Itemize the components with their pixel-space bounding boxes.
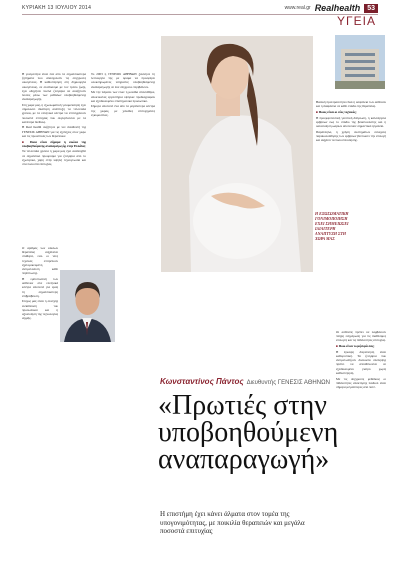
article-column-1-continued (22, 246, 58, 322)
author-role: Διευθυντής ΓΕΝΕΣΙΣ ΑΘΗΝΩΝ (246, 380, 330, 386)
article-subheading: ■ Ποιο είναι το μήνυμά σας; (336, 344, 386, 348)
article-paragraph: Η έγκαιρη διερεύνηση είναι καθοριστική. Τα ζευγάρια που αντιμετωπίζουν δυσκολία σύλληψης πρέπει να απευθύνονται σε εξειδικευμένο γιατρό χωρίς καθυστέρηση. (336, 349, 386, 375)
article-subheading: ■ Ποια είναι σήμερα η εικόνα της υποβοηθούμενης αναπαραγωγής στην Ελλάδα; (22, 140, 86, 148)
article-paragraph: Τα τελευταία χρόνια η χώρα μας έχει αναδειχθεί σε σημαντικό προορισμό για ζευγάρια από το εξωτερικό, χάρη στην υψηλή τεχνογνωσία και στα ποσοστά επιτυχίας. (22, 149, 86, 167)
article-column-1 (22, 72, 86, 168)
article-paragraph: Οι ασθενείς πρέπει να λαμβάνουν πλήρη ενημέρωση για τις διαθέσιμες επιλογές και τις πιθανότητες επιτυχίας. (336, 330, 386, 343)
section-title: ΥΓΕΙΑ (337, 14, 376, 28)
article-paragraph: Η Real health συζήτησε με τον διευθυντή της ΓΕΝΕΣΙΣ ΑΘΗΝΩΝ για τις εξελίξεις στον χώρο και τις προοπτικές των θεραπειών. (22, 125, 86, 138)
article-paragraph: Με τις σύγχρονες μεθόδους οι πιθανότητες απόκτησης παιδιού είναι σήμερα μεγαλύτερες από ποτέ. (336, 376, 386, 389)
clinic-building-photo (335, 35, 385, 89)
pregnant-woman-photo (161, 36, 313, 272)
article-subheading: ■ Ποιες είναι οι νέες τεχνικές; (316, 110, 386, 114)
header-divider (22, 14, 378, 15)
article-paragraph: Με την πάροδο των ετών η μονάδα επεκτάθηκε, αποκτώντας εργαστήρια υψηλών προδιαγραφών και εξειδικευμένο επιστημονικό προσωπικό. (91, 90, 155, 103)
brand-logo: Realhealth (314, 3, 361, 13)
headline-subtitle: Η επιστήμη έχει κάνει άλματα στον τομέα της υπογονιμότητας, με ποικιλία θεραπειών και μεγάλα ποσοστά επιτυχίας (160, 510, 305, 535)
author-byline (160, 377, 330, 386)
article-paragraph: Το 2003 η ΓΕΝΕΣΙΣ ΑΘΗΝΩΝ ξεκίνησε τη λειτουργία της με όραμα να προσφέρει ολοκληρωμένες υπηρεσίες υποβοηθούμενης αναπαραγωγής σε ένα σύγχρονο περιβάλλον. (91, 72, 155, 89)
article-paragraph: Σήμερα αποτελεί ένα από τα μεγαλύτερα κέντρα της χώρας, με χιλιάδες επιτυχημένες εγκυμοσύνες. (91, 104, 155, 117)
header-brand-group (285, 3, 378, 13)
article-paragraph: Η γονιμότητα είναι ένα από τα σημαντικότερα ζητήματα που απασχολούν τις σύγχρονες οικογένειες. Η καθυστέρηση στη δημιουργία οικογένειας, σε συνδυασμό με τον τρόπο ζωής, έχει οδηγήσει πολλά ζευγάρια να αναζητούν λύσεις μέσω των μεθόδων υποβοηθούμενης αναπαραγωγής. (22, 72, 86, 102)
article-column-2 (91, 72, 155, 119)
page-number: 53 (364, 4, 378, 13)
article-column-4 (336, 330, 386, 391)
site-url[interactable]: www.real.gr (284, 5, 311, 11)
headline-quote: «Πρωτιές στην υποβοηθούμενη αναπαραγωγή» (158, 390, 339, 475)
article-paragraph: Στη χώρα μας, η εξωσωματική γονιμοποίηση έχει σημειώσει ιδιαίτερη ανάπτυξη τα τελευταία χρόνια, με τα ελληνικά κέντρα να επιτυγχάνουν ποσοστά επιτυχίας που συγκρίνονται με τα καλύτερα διεθνώς. (22, 102, 86, 124)
photo-caption: Η ΕΞΩΣΩΜΑΤΙΚΗ ΓΟΝΙΜΟΠΟΙΗΣΗ ΕΧΕΙ ΣΗΜΕΙΩΣΕΙ ΙΔΙΑΙΤΕΡΗ ΑΝΑΠΤΥΞΗ ΣΤΗ ΧΩΡΑ ΜΑΣ (315, 211, 349, 241)
article-paragraph: Στόχος μας είναι η συνεχής εκπαίδευση του προσωπικού και η αξιοποίηση της τεχνολογίας αιχμής. (22, 299, 58, 321)
article-column-3 (316, 100, 386, 144)
article-paragraph: Η εμπιστοσύνη των ασθενών στα ελληνικά κέντρα αποτελεί για εμάς τη σημαντικότερη επιβράβευση. (22, 276, 58, 298)
director-portrait (60, 270, 115, 342)
article-paragraph: Παράλληλα, η χρήση συστημάτων συνεχούς παρακολούθησης των εμβρύων βελτιώνει την επιλογή και αυξάνει τα ποσοστά κύησης. (316, 129, 386, 143)
issue-date: ΚΥΡΙΑΚΗ 13 ΙΟΥΛΙΟΥ 2014 (22, 5, 92, 11)
article-paragraph: Βασική προτεραιότητα είναι η ασφάλεια των ασθενών και η διαφάνεια σε κάθε στάδιο της θεραπείας. (316, 100, 386, 109)
article-paragraph: Η προεμφυτευτική γενετική διάγνωση, η καλλιέργεια εμβρύων έως το στάδιο της βλαστοκύστης και η υαλοποίηση ωαρίων αποτελούν σημαντικά εργαλεία. (316, 115, 386, 129)
article-paragraph: Ο αριθμός των κύκλων θεραπείας αυξάνεται σταθερά, ενώ οι νέες τεχνικές επιτρέπουν εξατομικευμένη αντιμετώπιση κάθε περίπτωσης. (22, 246, 58, 276)
author-name: Κωνσταντίνος Πάντος (160, 377, 244, 386)
